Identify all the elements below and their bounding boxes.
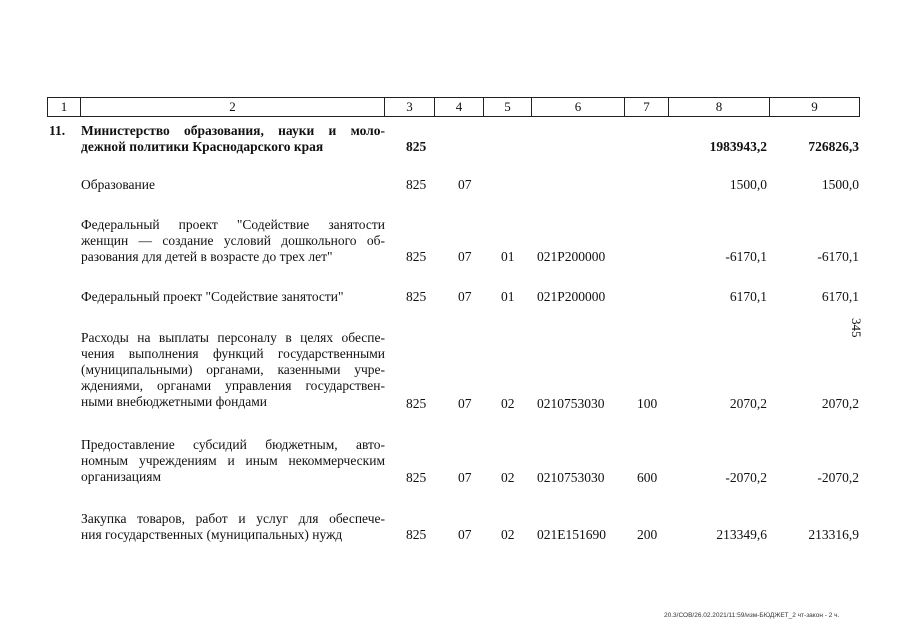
row-code-6: 021P200000: [537, 249, 606, 264]
row-value-8: -6170,1: [725, 249, 767, 264]
row-value-8: 6170,1: [729, 289, 767, 304]
row-code-4: 07: [458, 527, 472, 542]
row-code-5: 02: [501, 396, 515, 411]
table-header-row: [47, 97, 860, 117]
row-code-6: 0210753030: [537, 470, 605, 485]
row-code-3: 825: [406, 527, 427, 542]
header-col-7: 7: [624, 98, 668, 116]
row-name-line: Закупка товаров, работ и услуг для обеспече-: [81, 511, 385, 526]
row-code-5: 02: [501, 527, 515, 542]
ministry-name: [81, 123, 385, 155]
row-value-9: 6170,1: [821, 289, 859, 304]
row-value-9: -6170,1: [817, 249, 859, 264]
row-value-9: -2070,2: [817, 470, 859, 485]
header-col-3: 3: [384, 98, 434, 116]
row-name-line: Федеральный проект "Содействие занятости": [81, 289, 344, 304]
row-code-4: 07: [458, 470, 472, 485]
row-name-line: Расходы на выплаты персоналу в целях обеспе-: [81, 330, 385, 345]
row-code-3: 825: [406, 177, 427, 192]
row-value-9: 2070,2: [821, 396, 859, 411]
header-col-5: 5: [483, 98, 531, 116]
row-code-7: 600: [637, 470, 658, 485]
row-name-line: ния государственных (муниципальных) нужд: [81, 527, 343, 542]
row-name-line: Образование: [81, 177, 155, 192]
page-number: 345: [849, 318, 864, 338]
row-name-line: разования для детей в возрасте до трех лет": [81, 249, 333, 264]
row-value-9: 1500,0: [821, 177, 859, 192]
row-code-3: 825: [406, 470, 427, 485]
footer-stamp: 20.3/СОВ/26.02.2021/11:59/изм-БЮДЖЕТ_2 чт-закон - 2 ч.: [664, 612, 840, 619]
ministry-value-8: 1983943,2: [709, 139, 767, 154]
row-name: [81, 217, 385, 265]
row-code-6: 0210753030: [537, 396, 605, 411]
row-code-3: 825: [406, 396, 427, 411]
row-value-8: 2070,2: [729, 396, 767, 411]
row-name: [81, 330, 385, 410]
row-code-3: 825: [406, 249, 427, 264]
row-value-8: 1500,0: [729, 177, 767, 192]
row-name-line: номным учреждениям и иным некоммерческим: [81, 453, 385, 468]
ministry-name-line: Министерство образования, науки и моло-: [81, 123, 385, 138]
header-col-8: 8: [668, 98, 769, 116]
ministry-code: 825: [406, 139, 427, 154]
row-name-line: чения выполнения функций государственными: [81, 346, 385, 361]
row-name-line: ждениями, органами управления государствен-: [81, 378, 385, 393]
row-name: [81, 437, 385, 485]
ministry-name-line: дежной политики Краснодарского края: [81, 139, 324, 154]
header-col-6: 6: [531, 98, 624, 116]
row-code-3: 825: [406, 289, 427, 304]
row-name: [81, 511, 385, 543]
row-name-line: женщин — создание условий дошкольного об-: [81, 233, 385, 248]
ministry-number: 11.: [49, 123, 66, 138]
row-code-6: 021P200000: [537, 289, 606, 304]
row-value-8: 213349,6: [716, 527, 767, 542]
row-value-9: 213316,9: [808, 527, 859, 542]
header-col-9: 9: [769, 98, 860, 116]
row-code-5: 01: [501, 289, 515, 304]
row-name-line: ными внебюджетными фондами: [81, 394, 267, 409]
row-name-line: Федеральный проект "Содействие занятости: [81, 217, 385, 232]
header-col-4: 4: [434, 98, 483, 116]
row-code-4: 07: [458, 249, 472, 264]
row-code-7: 200: [637, 527, 658, 542]
row-name-line: Предоставление субсидий бюджетным, авто-: [81, 437, 385, 452]
ministry-value-9: 726826,3: [808, 139, 859, 154]
row-name-line: организациям: [81, 469, 162, 484]
row-name: [81, 289, 385, 305]
row-code-5: 02: [501, 470, 515, 485]
row-name-line: (муниципальными) органами, казенными учре-: [81, 362, 385, 377]
header-col-2: 2: [80, 98, 384, 116]
row-code-4: 07: [458, 396, 472, 411]
row-code-5: 01: [501, 249, 515, 264]
header-col-1: 1: [47, 98, 80, 116]
row-code-4: 07: [458, 177, 472, 192]
row-value-8: -2070,2: [725, 470, 767, 485]
row-name: [81, 177, 385, 193]
row-code-7: 100: [637, 396, 658, 411]
row-code-6: 021E151690: [537, 527, 606, 542]
row-code-4: 07: [458, 289, 472, 304]
